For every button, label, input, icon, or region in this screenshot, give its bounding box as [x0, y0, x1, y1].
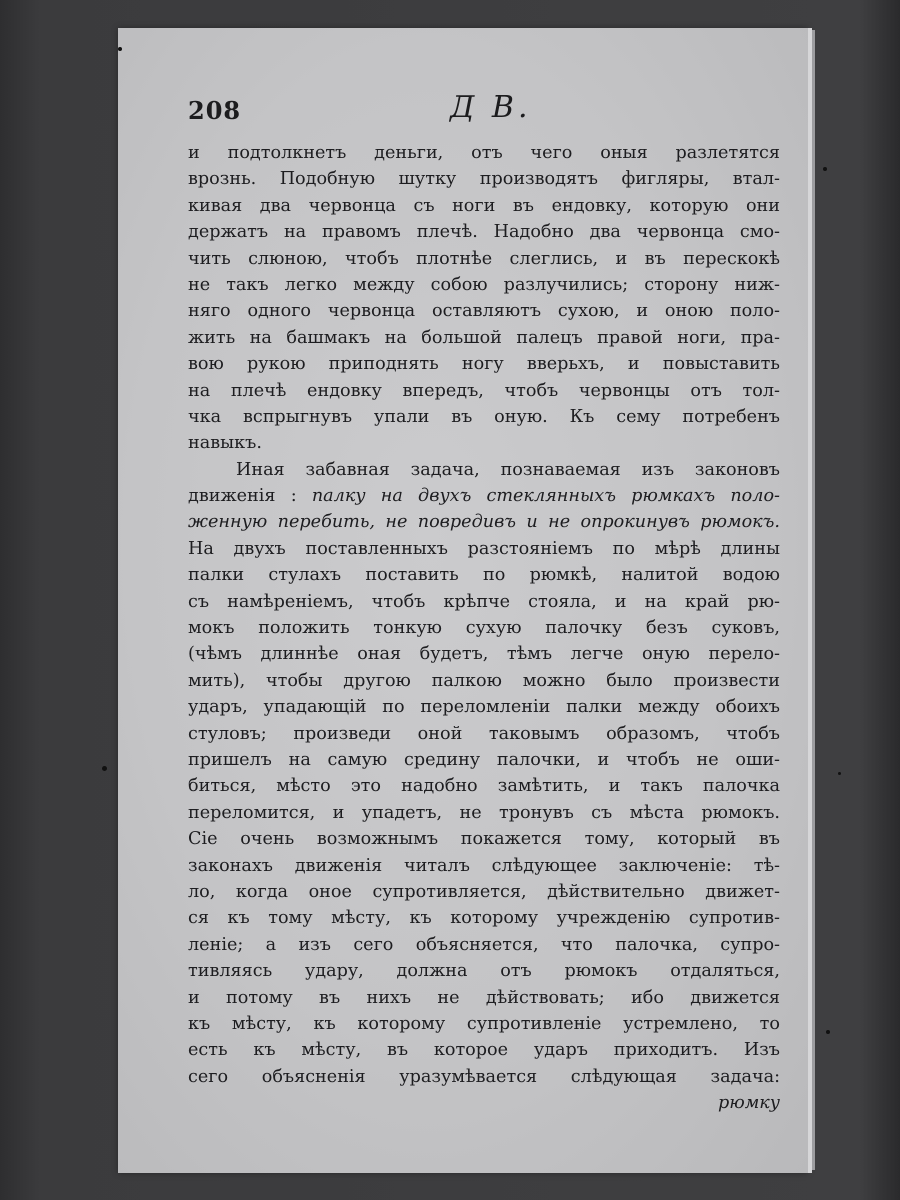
scan-speck: [826, 1030, 830, 1034]
text-line: палки стулахъ поставить по рюмкѣ, налитой водою: [188, 565, 780, 586]
running-head: Д В.: [450, 90, 532, 125]
scan-speck: [118, 47, 122, 51]
text-line: (чѣмъ длиннѣе оная будетъ, тѣмъ легче оную перело-: [188, 644, 780, 665]
text-line: на плечѣ ендовку впередъ, чтобъ червонцы отъ тол-: [188, 380, 780, 401]
text-line: пришелъ на самую средину палочки, и чтобъ не оши-: [188, 749, 780, 770]
text-line: няго одного червонца оставляютъ сухою, и оною поло-: [188, 301, 780, 322]
page-header: [188, 90, 788, 130]
text-line: биться, мѣсто это надобно замѣтить, и такъ палочка: [188, 776, 780, 797]
text-line: тивляясь удару, должна отъ рюмокъ отдаляться,: [188, 961, 780, 982]
text-line: сего объясненія уразумѣвается слѣдующая задача:: [188, 1066, 780, 1087]
text-line: леніе; а изъ сего объясняется, что палочка, супро-: [188, 934, 780, 955]
text-line: ло, когда оное супротивляется, дѣйствительно движет-: [188, 881, 780, 902]
paragraph-start-line: Иная забавная задача, познаваемая изъ законовъ: [236, 459, 780, 480]
text-line: ударъ, упадающій по переломленіи палки между обоихъ: [188, 697, 780, 718]
text-line: навыкъ.: [188, 433, 262, 454]
text-line: стуловъ; произведи оной таковымъ образомъ, чтобъ: [188, 723, 780, 744]
scan-speck: [838, 772, 841, 775]
text-line: кивая два червонца съ ноги въ ендовку, которую они: [188, 195, 780, 216]
text-line: мить), чтобы другою палкою можно было произвести: [188, 670, 780, 691]
page-body: [188, 140, 780, 1116]
text-line: жить на башмакъ на большой палецъ правой ноги, пра-: [188, 327, 780, 348]
text-line: есть къ мѣсту, въ которое ударъ приходитъ. Изъ: [188, 1040, 780, 1061]
page-edge-shadow: [812, 30, 815, 1170]
text-line: ся къ тому мѣсту, къ которому учрежденію супротив-: [188, 908, 780, 929]
text-line: съ намѣреніемъ, чтобъ крѣпче стояла, и на край рю-: [188, 591, 780, 612]
text-line: къ мѣсту, къ которому супротивленіе устремлено, то: [188, 1013, 780, 1034]
page-number: 208: [188, 96, 242, 125]
text-line: На двухъ поставленныхъ разстояніемъ по мѣрѣ длины: [188, 538, 780, 559]
text-line: мокъ положить тонкую сухую палочку безъ суковъ,: [188, 618, 780, 639]
text-line: законахъ движенія читалъ слѣдующее заключеніе: тѣ-: [188, 855, 780, 876]
text-line: и потому въ нихъ не дѣйствовать; ибо движется: [188, 987, 780, 1008]
text-line: и подтолкнетъ деньги, отъ чего оныя разлетятся: [188, 143, 780, 163]
scan-speck: [823, 167, 827, 171]
text-line: переломится, и упадетъ, не тронувъ съ мѣста рюмокъ.: [188, 802, 780, 823]
text-line: врознь. Подобную шутку производятъ фигляры, втал-: [188, 169, 780, 190]
text-line: держатъ на правомъ плечѣ. Надобно два червонца смо-: [188, 222, 780, 243]
text-line: не такъ легко между собою разлучились; сторону ниж-: [188, 274, 780, 295]
text-line: чить слюною, чтобъ плотнѣе слеглись, и въ перескокѣ: [188, 248, 780, 269]
italic-fragment: палку на двухъ стеклянныхъ рюмкахъ поло-: [311, 486, 780, 507]
text-line: чка вспрыгнувъ упали въ оную. Къ сему потребенъ: [188, 406, 780, 427]
plain-fragment: движенія :: [188, 486, 297, 507]
text-line-mixed: [188, 483, 780, 509]
scan-speck: [102, 766, 107, 771]
catchword: рюмку: [717, 1093, 780, 1114]
text-line-italic: женную перебить, не повредивъ и не опрокинувъ рюмокъ.: [188, 512, 780, 533]
text-line: вою рукою приподнять ногу вверьхъ, и повыставить: [188, 354, 780, 375]
text-line: Сіе очень возможнымъ покажется тому, который въ: [188, 829, 780, 850]
